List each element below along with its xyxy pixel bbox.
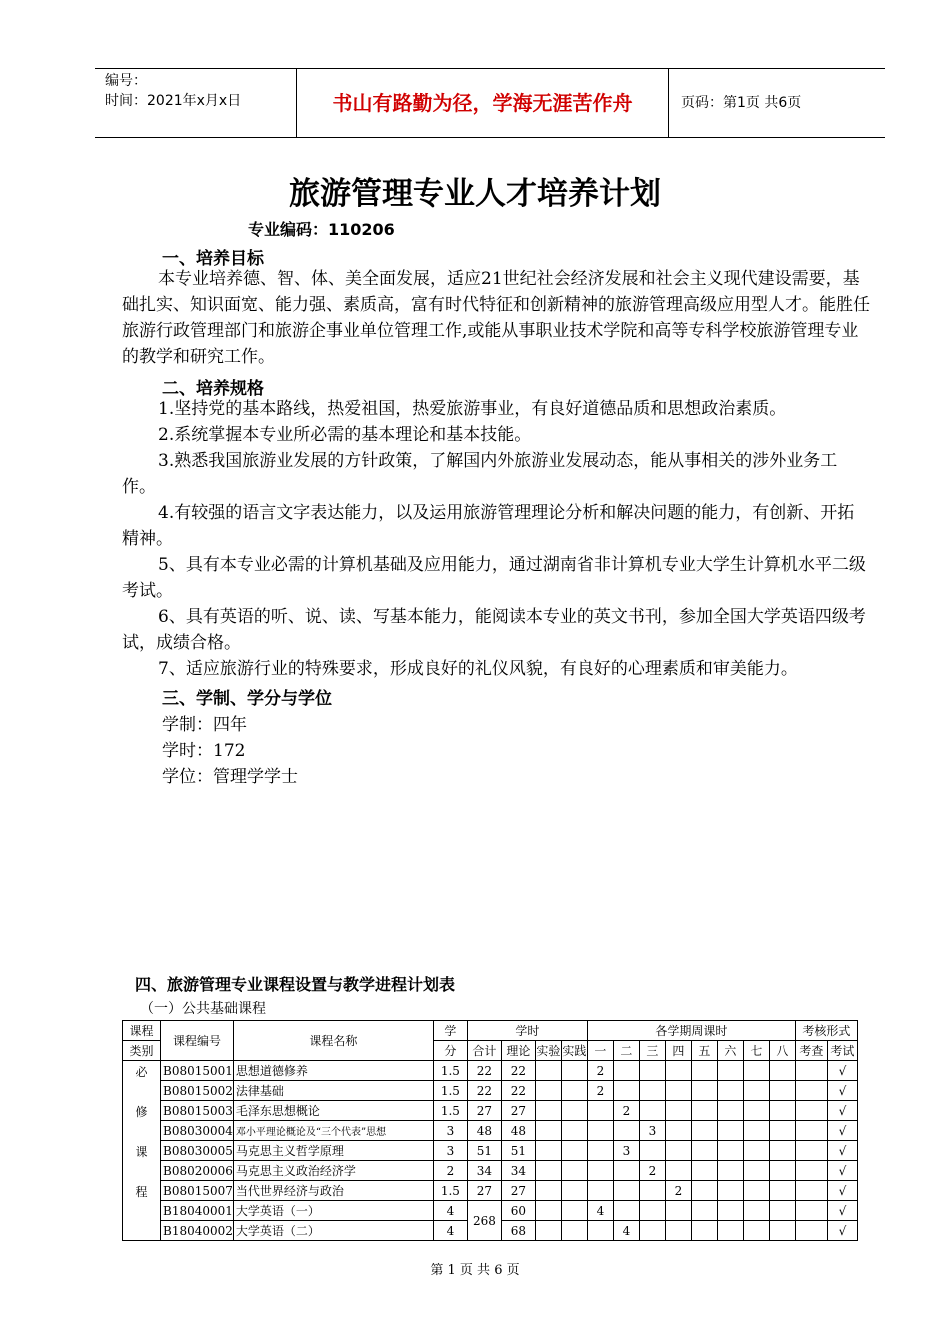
- semester-4-hours: 2: [665, 1181, 691, 1201]
- semester-5-hours: [691, 1101, 717, 1121]
- semester-4-hours: [665, 1201, 691, 1221]
- semester-6-hours: [717, 1061, 743, 1081]
- course-name: 马克思主义政治经济学: [233, 1161, 433, 1181]
- semester-4-hours: [665, 1221, 691, 1241]
- semester-5-hours: [691, 1141, 717, 1161]
- course-name: 大学英语（一）: [233, 1201, 433, 1221]
- practice-hours: [561, 1081, 587, 1101]
- table-row: [123, 1081, 858, 1101]
- semester-2-hours: [613, 1161, 639, 1181]
- spec-item-6: 6、具有英语的听、说、读、写基本能力，能阅读本专业的英文书刊，参加全国大学英语四级考试，成绩合格。: [122, 607, 866, 653]
- semester-3-hours: [639, 1101, 665, 1121]
- credit: 3: [433, 1121, 467, 1141]
- semester-3-hours: [639, 1221, 665, 1241]
- spec-item-2: 2.系统掌握本专业所必需的基本理论和基本技能。: [158, 425, 532, 445]
- header-sem-3: 三: [639, 1041, 665, 1061]
- semester-3-hours: [639, 1201, 665, 1221]
- semester-3-hours: [639, 1181, 665, 1201]
- semester-8-hours: [769, 1061, 795, 1081]
- course-code: B08015001: [161, 1061, 234, 1081]
- credit: 4: [433, 1221, 467, 1241]
- spec-item-7: 7、适应旅游行业的特殊要求，形成良好的礼仪风貌，有良好的心理素质和审美能力。: [158, 659, 798, 679]
- semester-1-hours: [587, 1181, 613, 1201]
- check-mark: [795, 1181, 827, 1201]
- semester-2-hours: [613, 1201, 639, 1221]
- header-exam: 考试: [827, 1041, 857, 1061]
- semester-6-hours: [717, 1221, 743, 1241]
- header-meta: [95, 69, 297, 137]
- major-code: 专业编码：110206: [248, 220, 395, 239]
- total-hours: 27: [467, 1181, 501, 1201]
- credit: 1.5: [433, 1181, 467, 1201]
- exam-mark: √: [827, 1181, 857, 1201]
- header-sem-1: 一: [587, 1041, 613, 1061]
- page-footer: 第 1 页 共 6 页: [430, 1263, 520, 1278]
- semester-4-hours: [665, 1061, 691, 1081]
- category-char: 程: [135, 1185, 148, 1199]
- semester-1-hours: [587, 1101, 613, 1121]
- semester-5-hours: [691, 1081, 717, 1101]
- course-code: B08030005: [161, 1141, 234, 1161]
- check-mark: [795, 1061, 827, 1081]
- semester-7-hours: [743, 1141, 769, 1161]
- semester-7-hours: [743, 1101, 769, 1121]
- header-exam-form: 考核形式: [795, 1021, 857, 1041]
- semester-2-hours: 2: [613, 1101, 639, 1121]
- time-label: 时间：2021年x月x日: [105, 93, 242, 109]
- duration-line: 学制：四年: [162, 715, 247, 735]
- course-name: 邓小平理论概论及“三个代表”思想: [233, 1121, 433, 1141]
- header-category-2: 类别: [123, 1041, 161, 1061]
- semester-4-hours: [665, 1141, 691, 1161]
- credit: 1.5: [433, 1101, 467, 1121]
- credit: 4: [433, 1201, 467, 1221]
- number-label: 编号：: [105, 73, 147, 89]
- semester-1-hours: [587, 1121, 613, 1141]
- exam-mark: √: [827, 1101, 857, 1121]
- total-hours: 268: [467, 1201, 501, 1241]
- semester-1-hours: [587, 1161, 613, 1181]
- course-name: 法律基础: [233, 1081, 433, 1101]
- semester-8-hours: [769, 1121, 795, 1141]
- lab-hours: [535, 1061, 561, 1081]
- course-code: B08015007: [161, 1181, 234, 1201]
- table-header-row-1: [123, 1021, 858, 1041]
- semester-5-hours: [691, 1181, 717, 1201]
- lab-hours: [535, 1221, 561, 1241]
- semester-4-hours: [665, 1101, 691, 1121]
- check-mark: [795, 1141, 827, 1161]
- semester-8-hours: [769, 1101, 795, 1121]
- table-row: [123, 1201, 858, 1221]
- goal-heading: 一、培养目标: [162, 249, 264, 269]
- semester-2-hours: 3: [613, 1141, 639, 1161]
- lab-hours: [535, 1181, 561, 1201]
- lab-hours: [535, 1161, 561, 1181]
- semester-5-hours: [691, 1121, 717, 1141]
- total-hours: 34: [467, 1161, 501, 1181]
- category-char: 课: [135, 1145, 148, 1159]
- check-mark: [795, 1101, 827, 1121]
- exam-mark: √: [827, 1201, 857, 1221]
- semester-6-hours: [717, 1121, 743, 1141]
- credit: 2: [433, 1161, 467, 1181]
- theory-hours: 51: [501, 1141, 535, 1161]
- header-total: 合计: [467, 1041, 501, 1061]
- hours-line: 学时：172: [162, 741, 246, 761]
- semester-7-hours: [743, 1161, 769, 1181]
- course-code: B08030004: [161, 1121, 234, 1141]
- header-credit-2: 分: [433, 1041, 467, 1061]
- header-practice: 实践: [561, 1041, 587, 1061]
- practice-hours: [561, 1221, 587, 1241]
- header-hours: 学时: [467, 1021, 587, 1041]
- table-row: [123, 1061, 858, 1081]
- theory-hours: 68: [501, 1221, 535, 1241]
- total-hours: 48: [467, 1121, 501, 1141]
- header-code: 课程编号: [161, 1021, 234, 1061]
- total-hours: 27: [467, 1101, 501, 1121]
- semester-5-hours: [691, 1061, 717, 1081]
- header-page-info: 页码：第1页 共6页: [681, 95, 802, 111]
- theory-hours: 27: [501, 1101, 535, 1121]
- header-lab: 实验: [535, 1041, 561, 1061]
- semester-6-hours: [717, 1101, 743, 1121]
- semester-2-hours: [613, 1121, 639, 1141]
- semester-1-hours: [587, 1221, 613, 1241]
- practice-hours: [561, 1141, 587, 1161]
- lab-hours: [535, 1081, 561, 1101]
- semester-7-hours: [743, 1221, 769, 1241]
- header-semester-hours: 各学期周课时: [587, 1021, 795, 1041]
- theory-hours: 22: [501, 1061, 535, 1081]
- header-name: 课程名称: [233, 1021, 433, 1061]
- exam-mark: √: [827, 1121, 857, 1141]
- document-title: 旅游管理专业人才培养计划: [289, 176, 661, 212]
- semester-7-hours: [743, 1181, 769, 1201]
- semester-7-hours: [743, 1081, 769, 1101]
- curriculum-heading: 四、旅游管理专业课程设置与教学进程计划表: [135, 975, 456, 994]
- course-name: 毛泽东思想概论: [233, 1101, 433, 1121]
- curriculum-subheading: （一）公共基础课程: [140, 1001, 266, 1017]
- exam-mark: √: [827, 1161, 857, 1181]
- lab-hours: [535, 1101, 561, 1121]
- practice-hours: [561, 1061, 587, 1081]
- semester-3-hours: [639, 1061, 665, 1081]
- semester-2-hours: 4: [613, 1221, 639, 1241]
- semester-3-hours: [639, 1081, 665, 1101]
- exam-mark: √: [827, 1141, 857, 1161]
- semester-5-hours: [691, 1201, 717, 1221]
- header-sem-8: 八: [769, 1041, 795, 1061]
- header-sem-4: 四: [665, 1041, 691, 1061]
- course-name: 思想道德修养: [233, 1061, 433, 1081]
- course-name: 大学英语（二）: [233, 1221, 433, 1241]
- semester-6-hours: [717, 1201, 743, 1221]
- semester-3-hours: 3: [639, 1121, 665, 1141]
- semester-8-hours: [769, 1181, 795, 1201]
- table-row: [123, 1161, 858, 1181]
- header-check: 考查: [795, 1041, 827, 1061]
- header-sem-6: 六: [717, 1041, 743, 1061]
- category-cell: [123, 1061, 161, 1241]
- table-row: [123, 1101, 858, 1121]
- course-name: 当代世界经济与政治: [233, 1181, 433, 1201]
- semester-5-hours: [691, 1221, 717, 1241]
- category-char: 必: [135, 1065, 148, 1079]
- semester-8-hours: [769, 1141, 795, 1161]
- lab-hours: [535, 1141, 561, 1161]
- check-mark: [795, 1221, 827, 1241]
- credit: 1.5: [433, 1081, 467, 1101]
- semester-6-hours: [717, 1081, 743, 1101]
- check-mark: [795, 1121, 827, 1141]
- spec-item-1: 1.坚持党的基本路线，热爱祖国，热爱旅游事业，有良好道德品质和思想政治素质。: [158, 399, 787, 419]
- exam-mark: √: [827, 1061, 857, 1081]
- curriculum-table: [122, 1020, 858, 1241]
- semester-6-hours: [717, 1161, 743, 1181]
- semester-1-hours: 4: [587, 1201, 613, 1221]
- semester-1-hours: 2: [587, 1081, 613, 1101]
- course-code: B08015002: [161, 1081, 234, 1101]
- lab-hours: [535, 1121, 561, 1141]
- total-hours: 22: [467, 1061, 501, 1081]
- spec-item-5: 5、具有本专业必需的计算机基础及应用能力，通过湖南省非计算机专业大学生计算机水平二级考试。: [122, 555, 866, 601]
- semester-7-hours: [743, 1061, 769, 1081]
- goal-paragraph: 本专业培养德、智、体、美全面发展，适应21世纪社会经济发展和社会主义现代建设需要，基础扎实、知识面宽、能力强、素质高，富有时代特征和创新精神的旅游管理高级应用型人才。能胜任旅游行政管理部门和旅游企事业单位管理工作,或能从事职业技术学院和高等专科学校旅游管理专业的教学和研究工作。: [122, 269, 870, 367]
- header-sem-7: 七: [743, 1041, 769, 1061]
- semester-1-hours: [587, 1141, 613, 1161]
- table-row: [123, 1181, 858, 1201]
- course-code: B18040001: [161, 1201, 234, 1221]
- practice-hours: [561, 1161, 587, 1181]
- semester-4-hours: [665, 1081, 691, 1101]
- semester-3-hours: 2: [639, 1161, 665, 1181]
- check-mark: [795, 1081, 827, 1101]
- semester-7-hours: [743, 1121, 769, 1141]
- semester-1-hours: 2: [587, 1061, 613, 1081]
- practice-hours: [561, 1121, 587, 1141]
- practice-hours: [561, 1201, 587, 1221]
- semester-6-hours: [717, 1181, 743, 1201]
- theory-hours: 60: [501, 1201, 535, 1221]
- semester-8-hours: [769, 1081, 795, 1101]
- semester-3-hours: [639, 1141, 665, 1161]
- category-char: 修: [135, 1105, 148, 1119]
- degree-heading: 三、学制、学分与学位: [162, 689, 332, 709]
- semester-2-hours: [613, 1081, 639, 1101]
- theory-hours: 48: [501, 1121, 535, 1141]
- semester-5-hours: [691, 1161, 717, 1181]
- spec-item-3: 3.熟悉我国旅游业发展的方针政策，了解国内外旅游业发展动态，能从事相关的涉外业务工作。: [122, 451, 838, 497]
- credit: 1.5: [433, 1061, 467, 1081]
- header-credit-1: 学: [433, 1021, 467, 1041]
- course-name: 马克思主义哲学原理: [233, 1141, 433, 1161]
- theory-hours: 22: [501, 1081, 535, 1101]
- course-code: B08020006: [161, 1161, 234, 1181]
- semester-7-hours: [743, 1201, 769, 1221]
- header-sem-2: 二: [613, 1041, 639, 1061]
- exam-mark: √: [827, 1081, 857, 1101]
- header-category-1: 课程: [123, 1021, 161, 1041]
- course-code: B08015003: [161, 1101, 234, 1121]
- lab-hours: [535, 1201, 561, 1221]
- semester-8-hours: [769, 1201, 795, 1221]
- course-code: B18040002: [161, 1221, 234, 1241]
- exam-mark: √: [827, 1221, 857, 1241]
- total-hours: 51: [467, 1141, 501, 1161]
- degree-line: 学位：管理学学士: [162, 767, 298, 787]
- check-mark: [795, 1161, 827, 1181]
- header-motto: 书山有路勤为径，学海无涯苦作舟: [297, 69, 669, 137]
- semester-4-hours: [665, 1121, 691, 1141]
- practice-hours: [561, 1181, 587, 1201]
- table-row: [123, 1141, 858, 1161]
- semester-2-hours: [613, 1061, 639, 1081]
- check-mark: [795, 1201, 827, 1221]
- semester-4-hours: [665, 1161, 691, 1181]
- semester-8-hours: [769, 1221, 795, 1241]
- header-theory: 理论: [501, 1041, 535, 1061]
- spec-heading: 二、培养规格: [162, 379, 264, 399]
- theory-hours: 27: [501, 1181, 535, 1201]
- credit: 3: [433, 1141, 467, 1161]
- practice-hours: [561, 1101, 587, 1121]
- page-header: [95, 68, 885, 138]
- theory-hours: 34: [501, 1161, 535, 1181]
- total-hours: 22: [467, 1081, 501, 1101]
- table-row: [123, 1121, 858, 1141]
- semester-8-hours: [769, 1161, 795, 1181]
- semester-2-hours: [613, 1181, 639, 1201]
- spec-item-4: 4.有较强的语言文字表达能力，以及运用旅游管理理论分析和解决问题的能力，有创新、开拓精神。: [122, 503, 855, 549]
- semester-6-hours: [717, 1141, 743, 1161]
- header-sem-5: 五: [691, 1041, 717, 1061]
